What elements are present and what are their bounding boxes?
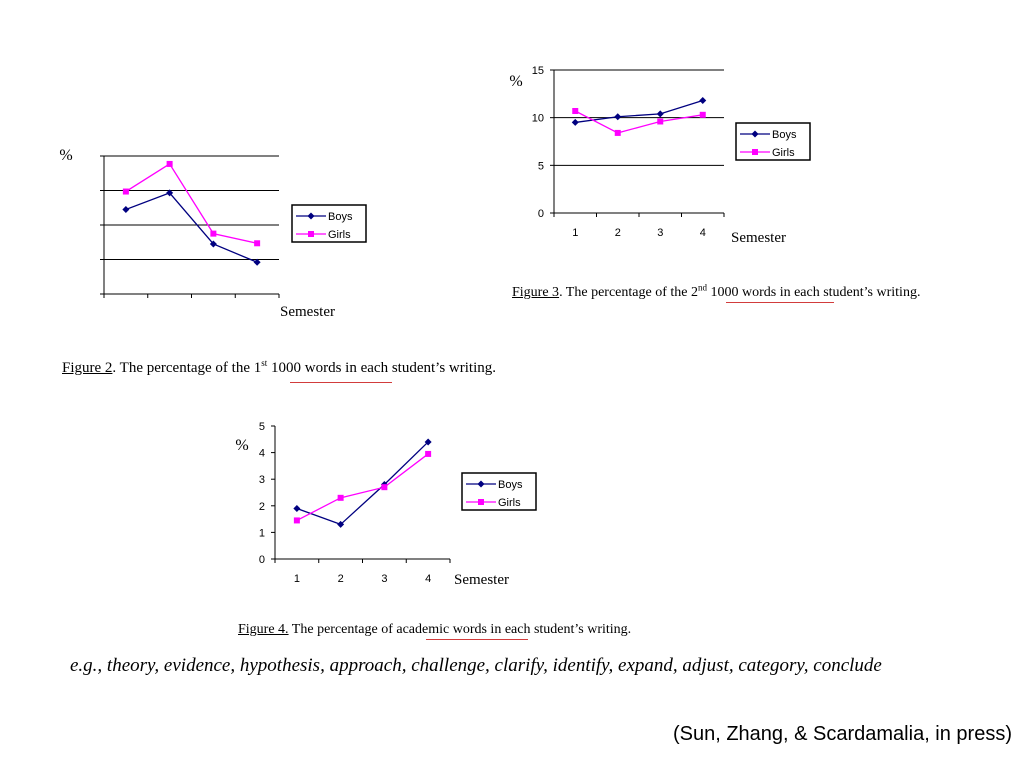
legend-label: Girls — [498, 497, 521, 509]
x-tick-label: 2 — [614, 227, 621, 239]
y-axis-label: % — [509, 73, 523, 90]
figure-2-caption-sup: st — [261, 358, 268, 368]
x-tick-label: 1 — [572, 227, 579, 239]
legend-label: Girls — [772, 147, 795, 159]
x-tick-label: 1 — [293, 573, 300, 585]
girls-series-line — [297, 454, 428, 521]
x-tick-label: 4 — [699, 227, 706, 239]
figure-3-caption-text: . The percentage of the 2 — [559, 285, 698, 300]
girls-data-point — [425, 451, 431, 457]
legend-label: Girls — [328, 229, 351, 241]
y-tick-label: 0 — [537, 208, 544, 220]
y-tick-label: 2 — [258, 500, 265, 513]
figure-4-caption — [238, 622, 631, 638]
legend-label: Boys — [328, 211, 353, 223]
figure-2-caption-text: . The percentage of the 1 — [112, 360, 262, 376]
girls-data-point — [381, 484, 387, 490]
spellcheck-underline — [426, 639, 528, 640]
figure-2-caption — [62, 360, 496, 377]
y-tick-label: 5 — [537, 160, 544, 173]
figure-3-caption — [512, 282, 921, 301]
figure-3-caption-sup: nd — [697, 282, 707, 293]
figure-4-label: Figure 4. — [238, 622, 289, 637]
figure-2-label: Figure 2 — [62, 360, 113, 376]
y-tick-label: 4 — [258, 447, 265, 460]
y-tick-label: 10 — [531, 112, 544, 125]
x-tick-label: 3 — [657, 227, 664, 239]
figure-4-caption-text: The percentage of academic words in each student’s writing. — [288, 622, 632, 637]
x-axis-label: Semester — [280, 304, 335, 320]
x-tick-label: 4 — [425, 573, 432, 585]
y-tick-label: 0 — [258, 554, 265, 566]
citation: (Sun, Zhang, & Scardamalia, in press) — [672, 723, 1012, 745]
legend-label: Boys — [772, 129, 797, 141]
academic-word-examples: e.g., theory, evidence, hypothesis, approach, challenge, clarify, identify, expand, adjust, category, conclude — [70, 655, 882, 676]
x-tick-label: 3 — [381, 573, 388, 585]
figure-3-label: Figure 3 — [512, 285, 560, 300]
figure-3-caption-text-end: 1000 words in each student’s writing. — [706, 285, 921, 300]
y-tick-label: 5 — [258, 421, 265, 433]
y-tick-label: 3 — [258, 474, 265, 487]
y-axis-label: % — [59, 147, 73, 164]
boys-data-point — [293, 505, 300, 512]
spellcheck-underline — [290, 382, 392, 383]
x-tick-label: 2 — [337, 573, 344, 585]
x-axis-label: Semester — [731, 230, 786, 246]
legend-swatch-marker — [478, 499, 484, 505]
girls-data-point — [294, 517, 300, 523]
girls-data-point — [338, 495, 344, 501]
figure-2-caption-text-end: 1000 words in each student’s writing. — [267, 360, 496, 376]
spellcheck-underline — [726, 302, 834, 303]
y-tick-label: 15 — [531, 65, 544, 77]
boys-series-line — [297, 442, 428, 524]
x-axis-label: Semester — [454, 572, 509, 588]
y-tick-label: 1 — [258, 527, 265, 540]
y-axis-label: % — [235, 437, 249, 454]
legend-label: Boys — [498, 479, 523, 491]
